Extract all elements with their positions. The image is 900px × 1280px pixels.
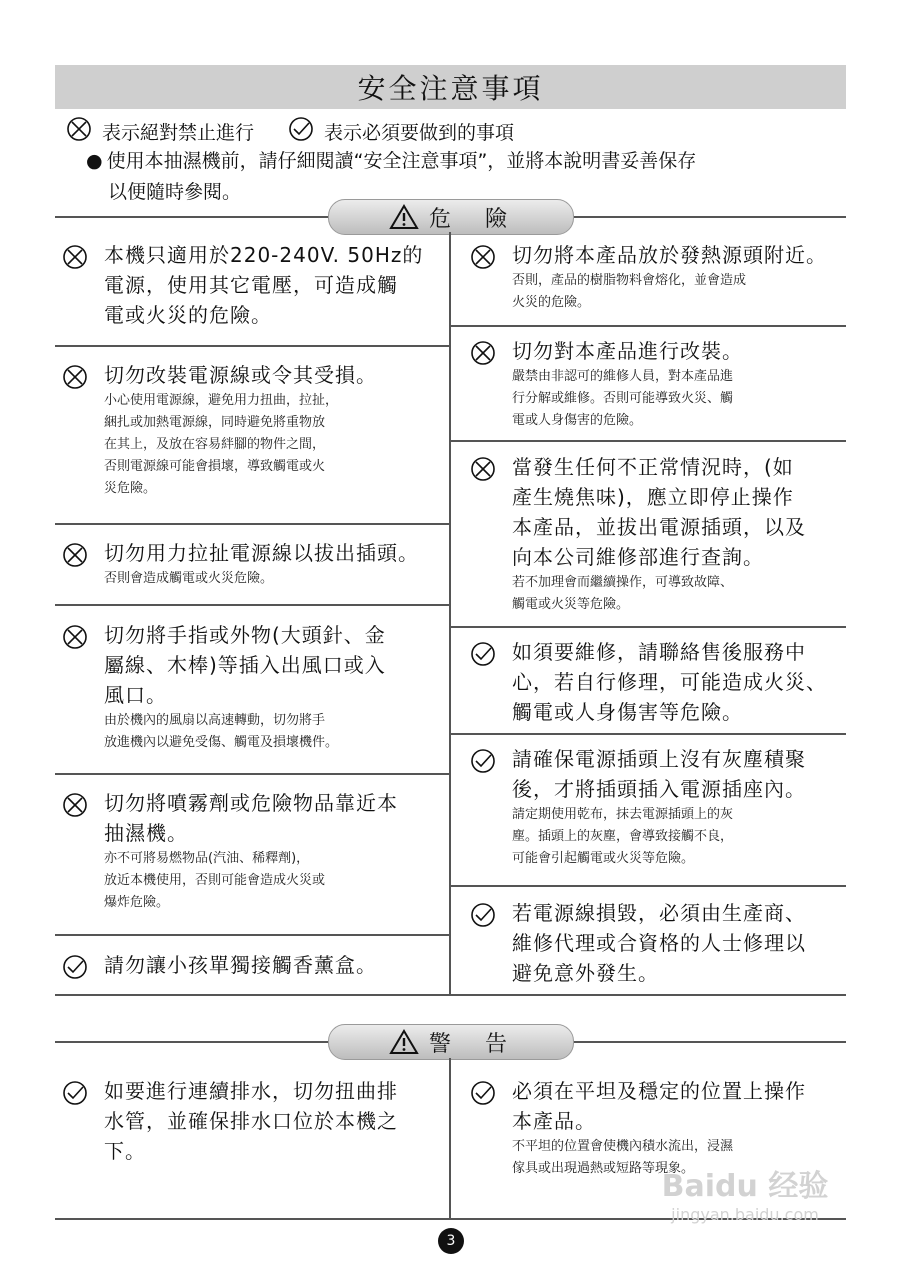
- item-detail-line: 塵。插頭上的灰塵，會導致接觸不良，: [512, 829, 734, 844]
- item-detail-line: 若不加理會而繼續操作，可導致故障、: [512, 575, 734, 590]
- divider: [55, 773, 449, 775]
- item-heading-line: 後，才將插頭插入電源插座內。: [512, 777, 806, 801]
- prohibit-icon: [62, 244, 88, 274]
- item-heading-line: 請勿讓小孩單獨接觸香薰盒。: [104, 953, 377, 977]
- warning-triangle-icon: [389, 204, 419, 230]
- item-detail-line: 火災的危險。: [512, 295, 591, 310]
- divider: [449, 325, 846, 327]
- page-title: 安全注意事項: [55, 65, 846, 109]
- item-heading-line: 下。: [104, 1139, 146, 1163]
- check-icon: [470, 748, 496, 778]
- item-heading-line: 觸電或人身傷害等危險。: [512, 700, 743, 724]
- danger-right-item-3: [470, 452, 850, 616]
- item-detail-line: 放進機內以避免受傷、觸電及損壞機件。: [104, 735, 339, 750]
- item-heading-line: 當發生任何不正常情況時，(如: [512, 455, 794, 479]
- item-heading-line: 避免意外發生。: [512, 961, 659, 985]
- item-detail-line: 行分解或維修。否則可能導致火災、觸: [512, 391, 734, 406]
- item-heading-line: 切勿用力拉扯電源線以拔出插頭。: [104, 541, 419, 565]
- item-heading-line: 本機只適用於220-240V. 50Hz的: [104, 243, 424, 267]
- item-detail-line: 電或人身傷害的危險。: [512, 413, 643, 428]
- legend-must-label: 表示必須要做到的事項: [324, 121, 515, 144]
- divider: [55, 523, 449, 525]
- item-heading-line: 如要進行連續排水，切勿扭曲排: [104, 1079, 398, 1103]
- item-detail-line: 在其上，及放在容易絆腳的物件之間，: [104, 437, 326, 452]
- prohibit-icon: [470, 244, 496, 274]
- page-number: 3: [438, 1228, 464, 1254]
- item-heading-line: 電源，使用其它電壓，可造成觸: [104, 273, 398, 297]
- danger-right-item-6: [470, 898, 850, 988]
- divider: [55, 994, 846, 996]
- item-detail-line: 放近本機使用，否則可能會造成火災或: [104, 873, 326, 888]
- warning-banner: [328, 1024, 574, 1060]
- item-detail-line: 不平坦的位置會使機內積水流出，浸濕: [512, 1139, 734, 1154]
- item-detail-line: 由於機內的風扇以高速轉動，切勿將手: [104, 713, 326, 728]
- divider: [449, 626, 846, 628]
- item-heading-line: 切勿將本產品放於發熱源頭附近。: [512, 243, 827, 267]
- warning-left-item-1: [62, 1076, 447, 1166]
- column-divider: [449, 1058, 451, 1218]
- divider: [449, 885, 846, 887]
- danger-right-item-4: [470, 637, 850, 727]
- item-detail-line: 亦不可將易燃物品(汽油、稀釋劑)，: [104, 851, 310, 866]
- watermark-main: Baidu 经验: [661, 1169, 829, 1204]
- check-icon: [470, 902, 496, 932]
- danger-banner: [328, 199, 574, 235]
- item-heading-line: 請確保電源插頭上沒有灰塵積聚: [512, 747, 806, 771]
- danger-right-item-2: [470, 336, 850, 432]
- check-icon: [470, 1080, 496, 1110]
- warning-triangle-icon: [389, 1029, 419, 1055]
- item-detail-line: 否則會造成觸電或火災危險。: [104, 571, 274, 586]
- item-heading-line: 必須在平坦及穩定的位置上操作: [512, 1079, 806, 1103]
- danger-left-item-2: [62, 360, 447, 500]
- item-heading-line: 屬線、木棒)等插入出風口或入: [104, 653, 386, 677]
- check-icon: [62, 954, 88, 984]
- legend-must: [288, 116, 514, 147]
- danger-left-item-3: [62, 538, 447, 590]
- column-divider: [449, 232, 451, 994]
- item-heading-line: 本產品，並拔出電源插頭，以及: [512, 515, 806, 539]
- danger-right-item-5: [470, 744, 850, 870]
- item-detail-line: 傢具或出現過熱或短路等現象。: [512, 1161, 695, 1176]
- watermark: [640, 1170, 850, 1226]
- intro-line-1: 使用本抽濕機前，請仔細閱讀“安全注意事項”，並將本說明書妥善保存: [106, 150, 697, 172]
- item-heading-line: 水管，並確保排水口位於本機之: [104, 1109, 398, 1133]
- danger-left-item-1: [62, 240, 447, 330]
- item-heading-line: 切勿對本產品進行改裝。: [512, 339, 743, 363]
- prohibit-icon: [66, 116, 92, 147]
- danger-left-item-4: [62, 620, 447, 754]
- check-icon: [470, 641, 496, 671]
- item-heading-line: 風口。: [104, 683, 167, 707]
- prohibit-icon: [62, 624, 88, 654]
- item-heading-line: 若電源線損毀，必須由生產商、: [512, 901, 806, 925]
- item-heading-line: 如須要維修，請聯絡售後服務中: [512, 640, 806, 664]
- danger-label: 危 險: [428, 206, 513, 232]
- item-detail-line: 爆炸危險。: [104, 895, 170, 910]
- item-detail-line: 否則電源線可能會損壞，導致觸電或火: [104, 459, 326, 474]
- prohibit-icon: [470, 340, 496, 370]
- prohibit-icon: [62, 792, 88, 822]
- item-heading-line: 切勿改裝電源線或令其受損。: [104, 363, 377, 387]
- item-heading-line: 切勿將手指或外物(大頭針、金: [104, 623, 386, 647]
- item-heading-line: 產生燒焦味)，應立即停止操作: [512, 485, 794, 509]
- item-detail-line: 小心使用電源線，避免用力扭曲，拉扯，: [104, 393, 339, 408]
- item-detail-line: 災危險。: [104, 481, 157, 496]
- divider: [449, 733, 846, 735]
- item-detail-line: 觸電或火災等危險。: [512, 597, 630, 612]
- danger-right-item-1: [470, 240, 850, 314]
- danger-left-item-5: [62, 788, 447, 914]
- intro-line-2: 以便隨時參閱。: [108, 181, 242, 203]
- warning-right-item-1: [470, 1076, 850, 1180]
- prohibit-icon: [470, 456, 496, 486]
- item-detail-line: 否則，產品的樹脂物料會熔化，並會造成: [512, 273, 747, 288]
- prohibit-icon: [62, 542, 88, 572]
- item-detail-line: 綑扎或加熱電源線，同時避免將重物放: [104, 415, 326, 430]
- item-heading-line: 心，若自行修理，可能造成火災、: [512, 670, 827, 694]
- bullet-icon: ●: [86, 150, 103, 172]
- legend-prohibit: [66, 116, 254, 147]
- item-heading-line: 電或火災的危險。: [104, 303, 272, 327]
- item-heading-line: 向本公司維修部進行查詢。: [512, 545, 764, 569]
- divider: [55, 934, 449, 936]
- check-icon: [288, 116, 314, 147]
- danger-left-item-6: [62, 950, 447, 980]
- item-heading-line: 抽濕機。: [104, 821, 188, 845]
- item-heading-line: 切勿將噴霧劑或危險物品靠近本: [104, 791, 398, 815]
- item-detail-line: 可能會引起觸電或火災等危險。: [512, 851, 695, 866]
- check-icon: [62, 1080, 88, 1110]
- legend: [66, 117, 548, 145]
- warning-label: 警 告: [428, 1031, 513, 1057]
- item-heading-line: 本產品。: [512, 1109, 596, 1133]
- divider: [449, 440, 846, 442]
- prohibit-icon: [62, 364, 88, 394]
- legend-prohibit-label: 表示絕對禁止進行: [102, 121, 255, 144]
- item-heading-line: 維修代理或合資格的人士修理以: [512, 931, 806, 955]
- divider: [55, 345, 449, 347]
- watermark-sub: jingyan.baidu.com: [671, 1205, 819, 1224]
- item-detail-line: 嚴禁由非認可的維修人員，對本產品進: [512, 369, 734, 384]
- item-detail-line: 請定期使用乾布，抹去電源插頭上的灰: [512, 807, 734, 822]
- divider: [55, 604, 449, 606]
